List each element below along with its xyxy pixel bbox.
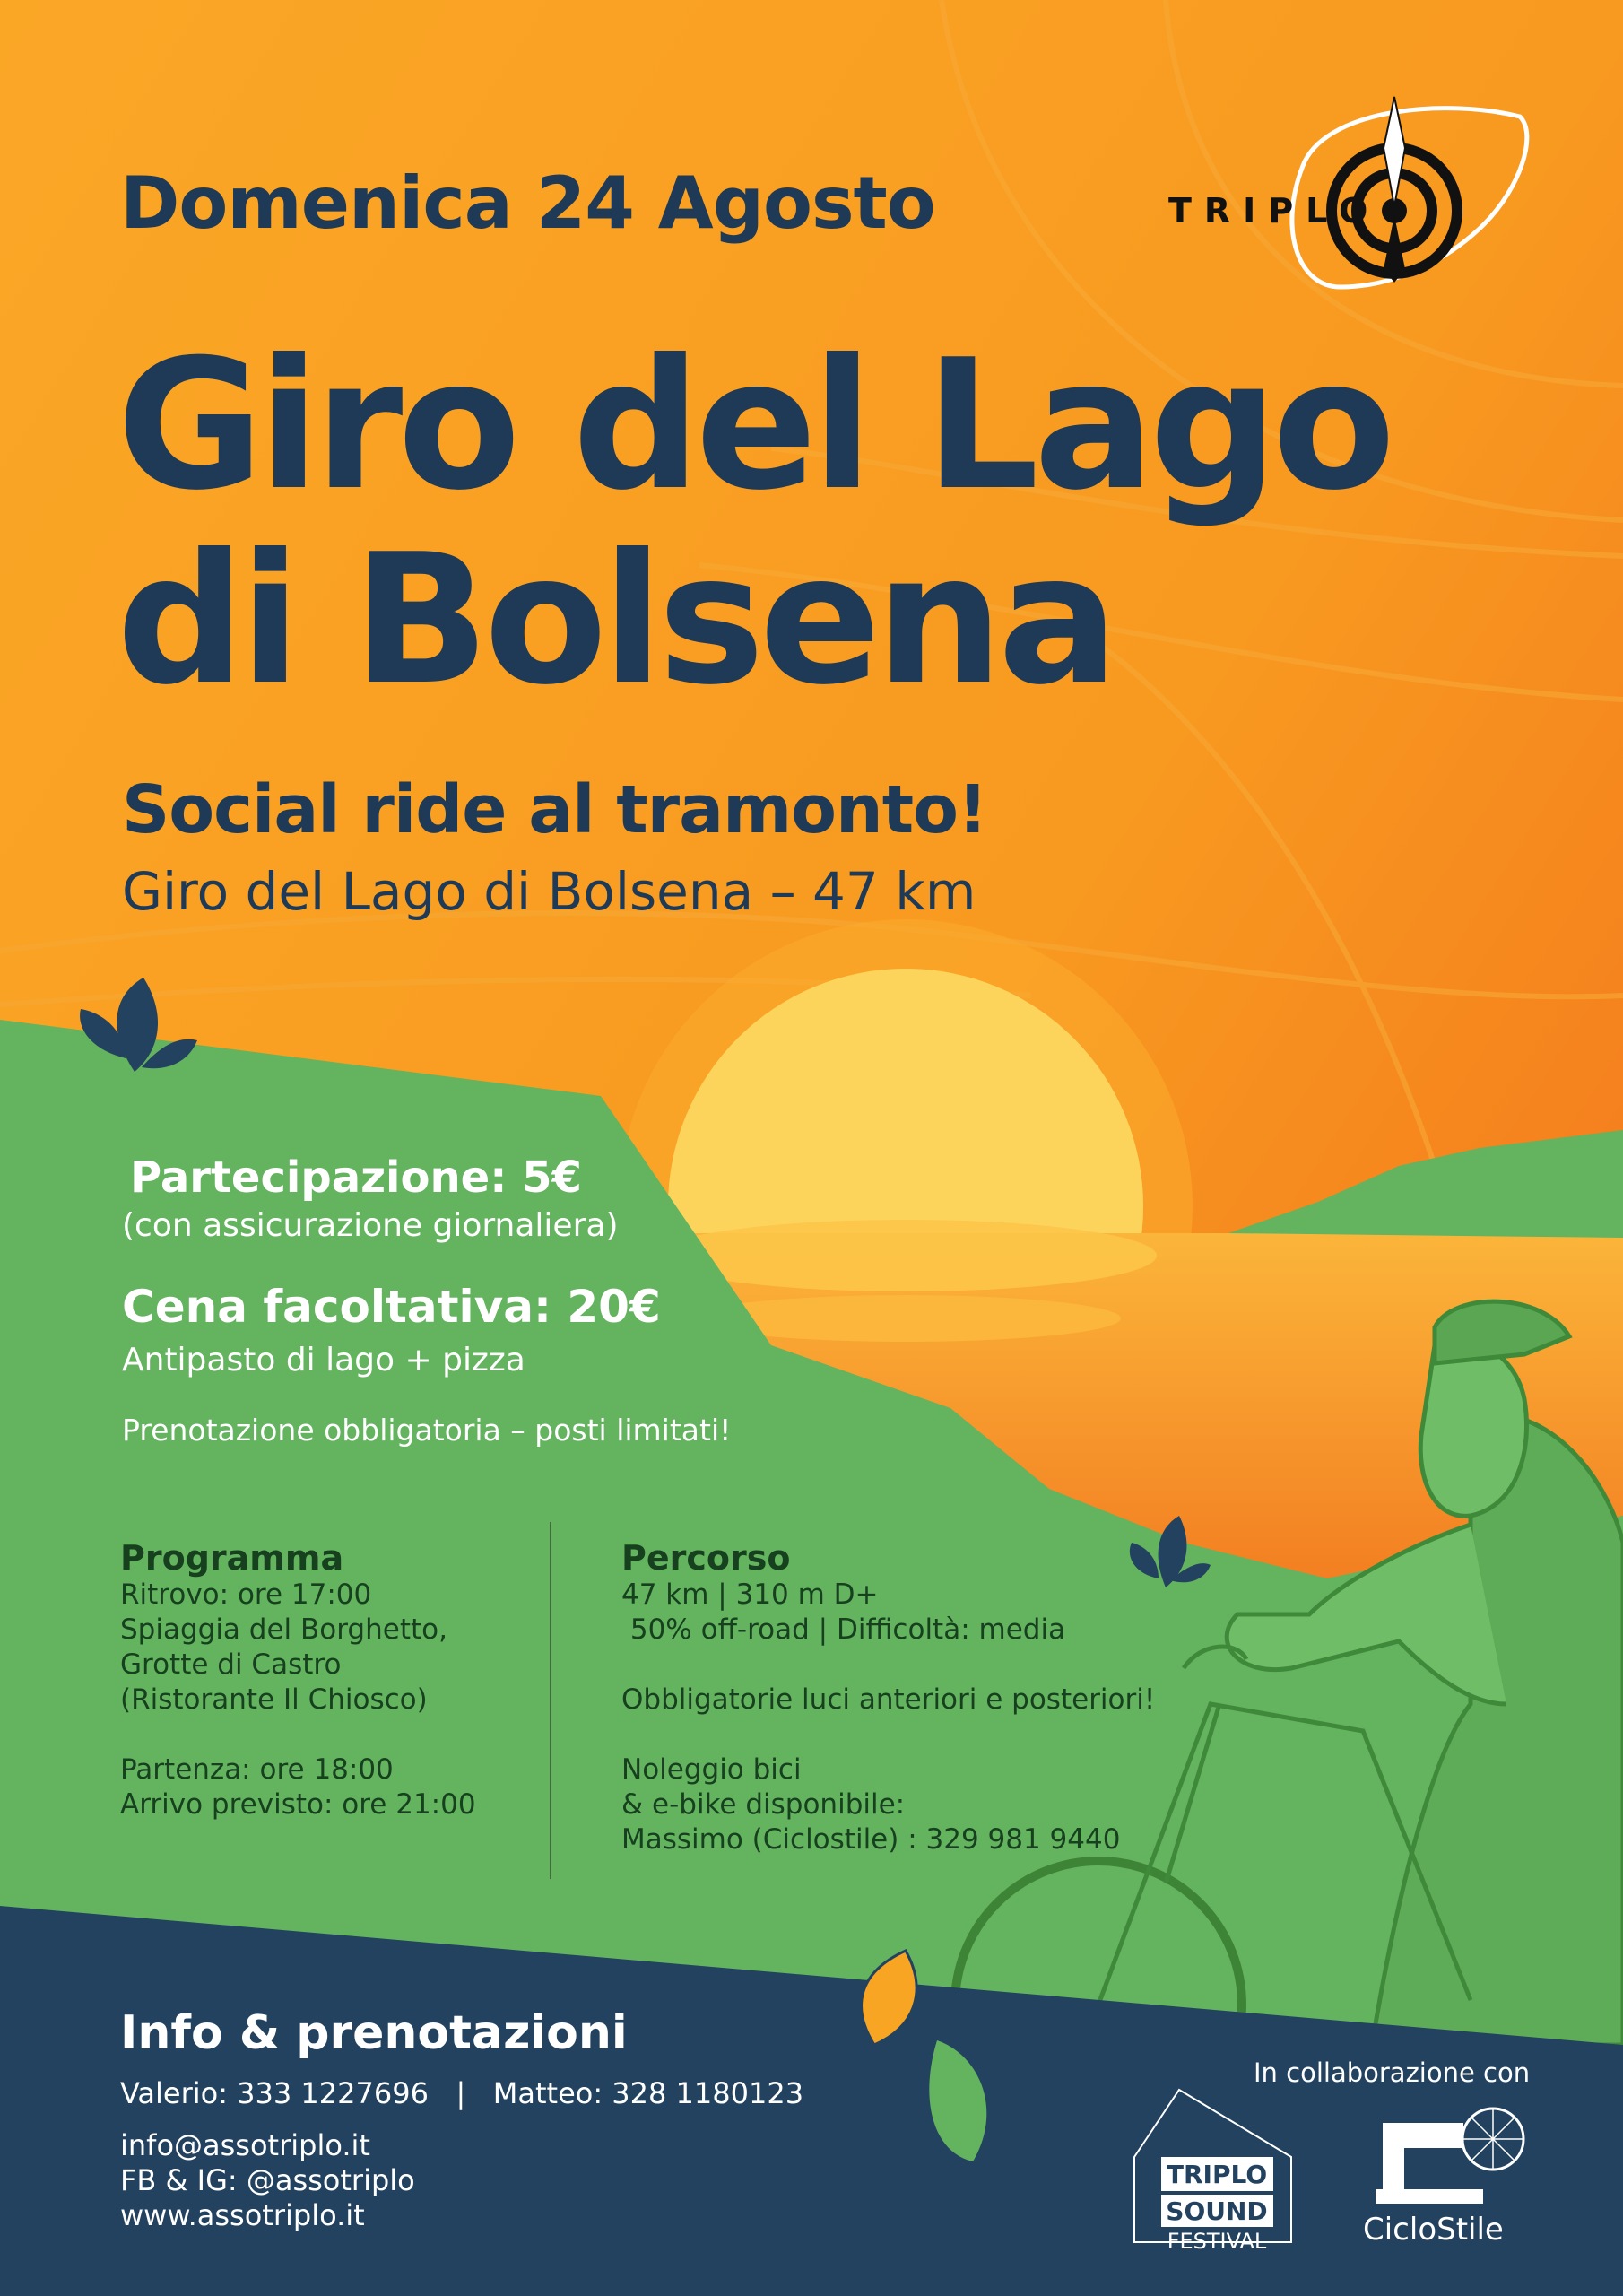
route-line: Noleggio bici <box>621 1753 802 1786</box>
dinner-fee: Cena facoltativa: 20€ <box>122 1281 661 1333</box>
ciclostile-logo <box>1363 2103 1542 2256</box>
route-line: Obbligatorie luci anteriori e posteriori! <box>621 1683 1156 1716</box>
booking-note: Prenotazione obbligatoria – posti limitati! <box>122 1413 732 1448</box>
route-line: & e-bike disponibile: <box>621 1788 906 1821</box>
route-title: Percorso <box>621 1538 791 1578</box>
svg-text:FESTIVAL: FESTIVAL <box>1167 2229 1267 2251</box>
event-date: Domenica 24 Agosto <box>120 161 935 245</box>
event-subtitle: Social ride al tramonto! <box>122 771 987 848</box>
contact-list <box>120 2128 415 2233</box>
program-line: Spiaggia del Borghetto, <box>120 1613 447 1646</box>
route-line: 50% off-road | Difficoltà: media <box>621 1613 1066 1646</box>
program-line: Partenza: ore 18:00 <box>120 1753 394 1786</box>
social-handle: FB & IG: @assotriplo <box>120 2163 415 2197</box>
program-line: Arrivo previsto: ore 21:00 <box>120 1788 476 1821</box>
program-section <box>120 1538 476 1822</box>
triplo-logo <box>1161 90 1538 305</box>
route-section <box>621 1538 1155 1857</box>
info-title: Info & prenotazioni <box>120 2006 628 2060</box>
route-line <box>621 1648 1155 1683</box>
svg-text:TRIPLO: TRIPLO <box>1168 191 1381 230</box>
program-title: Programma <box>120 1538 344 1578</box>
svg-text:TRIPLO: TRIPLO <box>1166 2160 1268 2189</box>
participation-note: (con assicurazione giornaliera) <box>122 1207 619 1244</box>
program-line: (Ristorante Il Chiosco) <box>120 1683 428 1716</box>
participation-fee: Partecipazione: 5€ <box>130 1152 582 1203</box>
event-title-line-1: Giro del Lago <box>117 321 1391 530</box>
program-line <box>120 1718 476 1752</box>
collaboration-label: In collaborazione con <box>1254 2057 1531 2088</box>
program-line: Grotte di Castro <box>120 1648 342 1681</box>
program-line: Ritrovo: ore 17:00 <box>120 1578 372 1611</box>
route-line: 47 km | 310 m D+ <box>621 1578 879 1611</box>
phone-contacts: Valerio: 333 1227696 | Matteo: 328 1180123 <box>120 2076 804 2110</box>
route-line: Massimo (Ciclostile) : 329 981 9440 <box>621 1823 1121 1856</box>
svg-text:SOUND: SOUND <box>1166 2196 1268 2226</box>
svg-text:CicloStile: CicloStile <box>1363 2212 1504 2248</box>
dinner-note: Antipasto di lago + pizza <box>122 1342 525 1378</box>
website-link[interactable]: www.assotriplo.it <box>120 2198 365 2232</box>
route-summary: Giro del Lago di Bolsena – 47 km <box>122 861 976 922</box>
email-link[interactable]: info@assotriplo.it <box>120 2128 370 2162</box>
event-title-line-2: di Bolsena <box>117 516 1114 725</box>
route-line <box>621 1718 1155 1752</box>
triplo-sound-festival-logo <box>1125 2085 1305 2251</box>
